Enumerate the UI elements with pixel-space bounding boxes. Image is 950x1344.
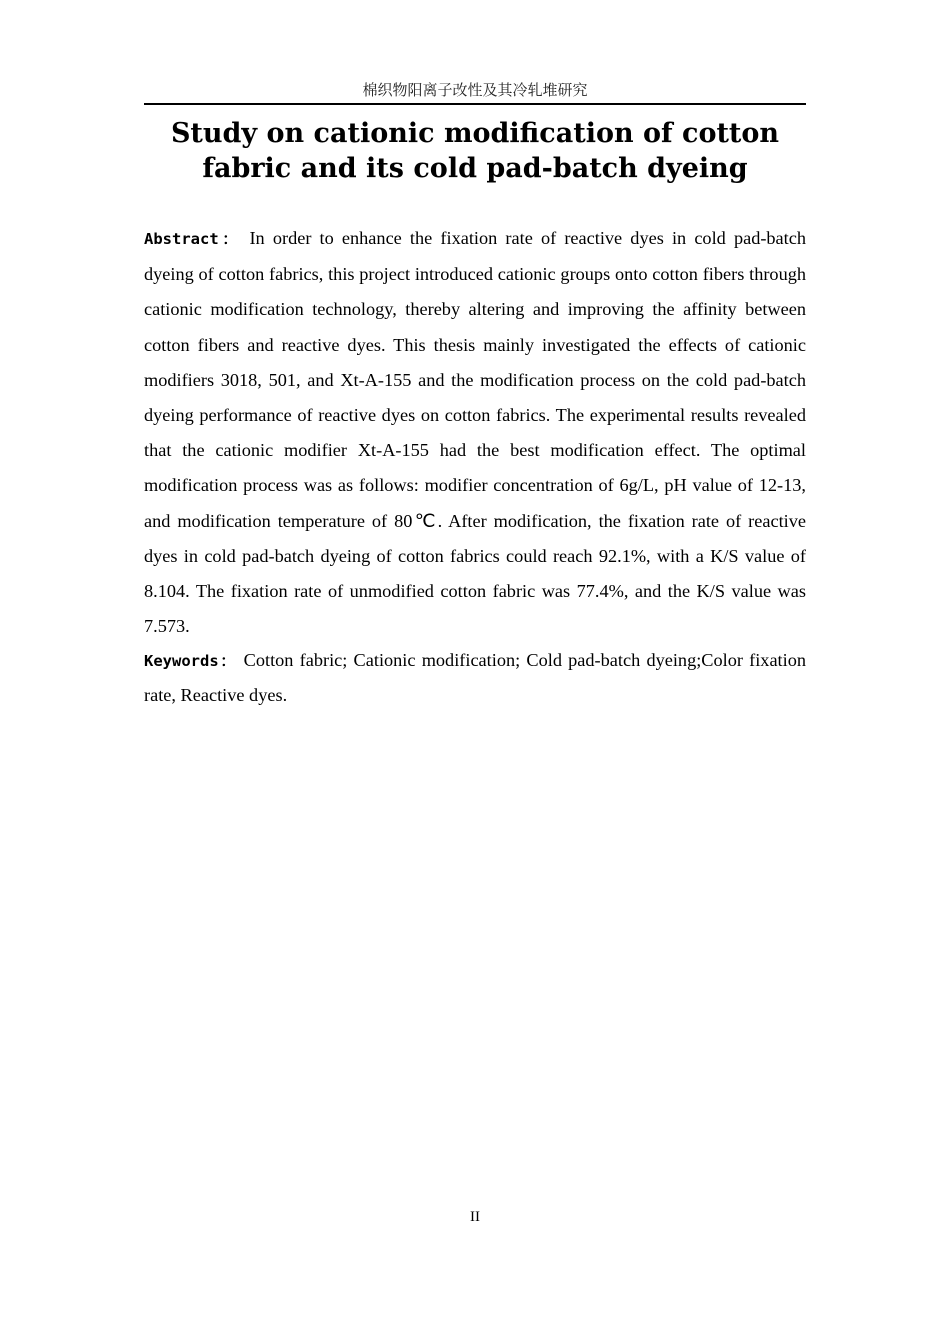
running-header: 棉织物阳离子改性及其冷轧堆研究: [362, 81, 588, 99]
abstract-text: In order to enhance the fixation rate of reactive dyes in cold pad-batch dyeing of cotton fabrics, this project introduced cationic groups onto cotton fibers through cationic modification technology, thereby altering and improving the affinity between cotton fibers and reactive dyes. This thesis mainly investigated the effects of cationic modifiers 3018, 501, and Xt-A-155 and the modification process on the cold pad-batch dyeing performance of reactive dyes on cotton fabrics. The experimental results revealed that the cationic modifier Xt-A-155 had the best modification effect. The optimal modification process was as follows: modifier concentration of 6g/L, pH value of 12-13, and modification temperature of 80℃. After modification, the fixation rate of reactive dyes in cold pad-batch dyeing of cotton fabrics could reach 92.1%, with a K/S value of 8.104. The fixation rate of unmodified cotton fabric was 77.4%, and the K/S value was 7.573.: [144, 228, 807, 637]
keywords-text: Cotton fabric; Cationic modification; Cold pad-batch dyeing;Color fixation rate, Reactive dyes.: [144, 650, 806, 705]
keywords-paragraph: [144, 643, 806, 712]
header-rule: [144, 103, 806, 105]
abstract-label: Abstract：: [144, 230, 242, 248]
keywords-label: Keywords：: [144, 652, 238, 670]
page-number: II: [470, 1209, 480, 1225]
abstract-paragraph: [144, 221, 806, 644]
paper-title: Study on cationic modification of cotton fabric and its cold pad-batch dyeing: [170, 118, 780, 184]
